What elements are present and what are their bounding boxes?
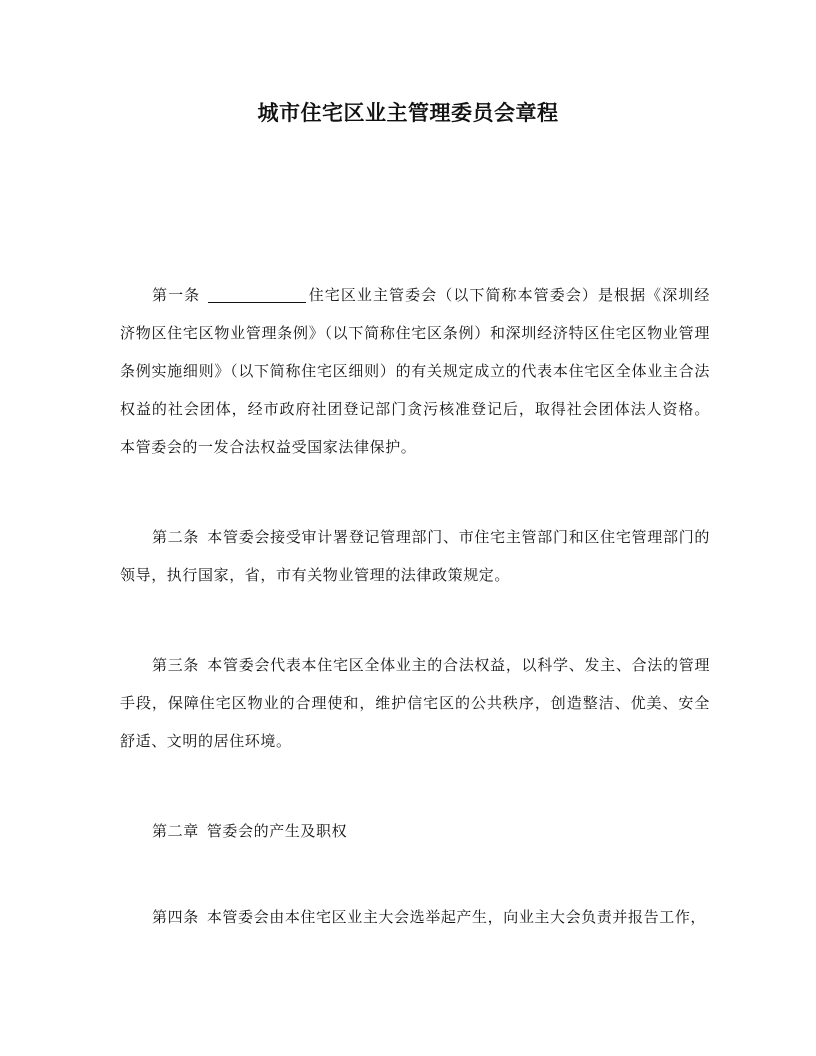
article-1-paragraph bbox=[120, 276, 710, 466]
article-1-text: 住宅区业主管委会（以下简称本管委会）是根据《深圳经济物区住宅区物业管理条例》（以下简称住宅区条例）和深圳经济特区住宅区物业管理条例实施细则》（以下简称住宅区细则）的有关规定成立的代表本住宅区全体业主合法权益的社会团体，经市政府社团登记部门贪污核准登记后，取得社会团体法人资格。本管委会的一发合法权益受国家法律保护。 bbox=[120, 286, 710, 456]
chapter-2-heading bbox=[120, 812, 710, 850]
fill-in-blank-line bbox=[208, 287, 306, 303]
article-1-label: 第一条 bbox=[152, 286, 201, 304]
article-4-text: 本管委会由本住宅区业主大会选举起产生，向业主大会负责并报告工作， bbox=[206, 908, 707, 926]
document-title: 城市住宅区业主管理委员会章程 bbox=[257, 101, 559, 125]
article-2-paragraph bbox=[120, 518, 710, 594]
article-2-label: 第二条 bbox=[152, 528, 200, 546]
article-3-label: 第三条 bbox=[152, 656, 200, 674]
article-3-paragraph bbox=[120, 646, 710, 760]
article-2-text: 本管委会接受审计署登记管理部门、市住宅主管部门和区住宅管理部门的领导，执行国家，省，市有关物业管理的法律政策规定。 bbox=[120, 528, 711, 584]
article-3-text: 本管委会代表本住宅区全体业主的合法权益，以科学、发主、合法的管理手段，保障住宅区物业的合理使和，维护信宅区的公共秩序，创造整洁、优美、安全舒适、文明的居住环境。 bbox=[120, 656, 711, 750]
article-4-label: 第四条 bbox=[152, 908, 199, 926]
article-4-paragraph bbox=[120, 898, 710, 936]
chapter-2-label: 第二章 bbox=[152, 822, 199, 840]
chapter-2-text: 管委会的产生及职权 bbox=[206, 822, 348, 840]
